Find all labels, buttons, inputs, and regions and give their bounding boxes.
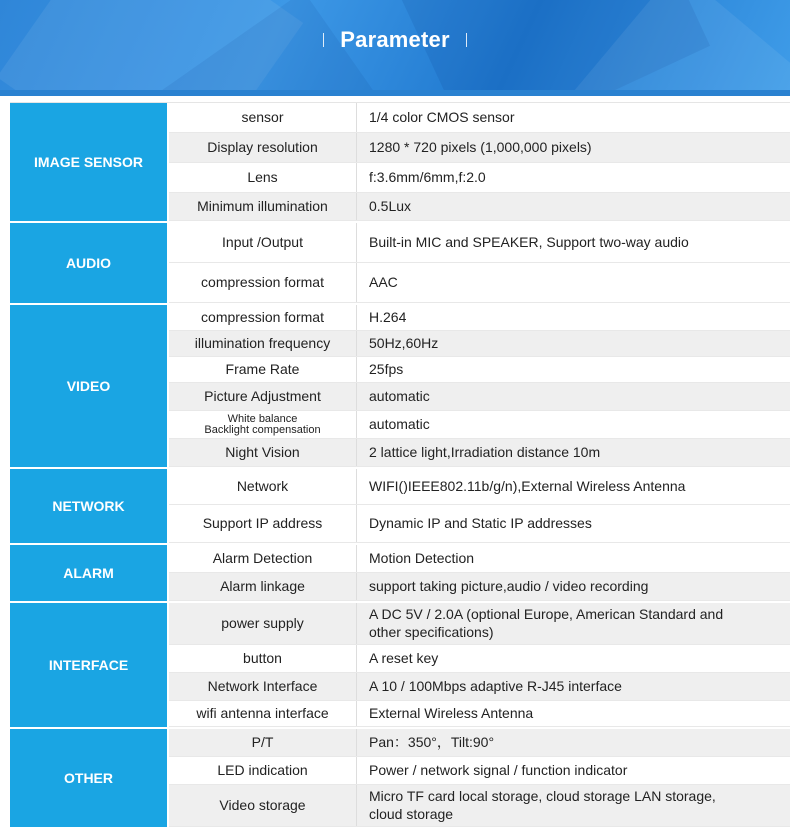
table-row xyxy=(169,785,790,827)
row-key: Alarm linkage xyxy=(169,573,357,600)
row-value: support taking picture,audio / video recording xyxy=(369,577,649,594)
table-row xyxy=(169,603,790,645)
row-key: Display resolution xyxy=(169,133,357,162)
group-rows xyxy=(169,103,790,221)
row-value: 0.5Lux xyxy=(369,197,412,214)
table-row xyxy=(169,263,790,303)
header-rule xyxy=(0,90,790,96)
group-rows xyxy=(169,223,790,303)
category-label: ALARM xyxy=(10,545,169,601)
row-value: Dynamic IP and Static IP addresses xyxy=(369,514,592,531)
category-label: INTERFACE xyxy=(10,603,169,727)
table-row xyxy=(169,357,790,383)
group-rows xyxy=(169,603,790,727)
table-row xyxy=(169,133,790,163)
row-key: Input /Output xyxy=(169,223,357,262)
table-row xyxy=(169,573,790,601)
table-row xyxy=(169,383,790,411)
category-label: AUDIO xyxy=(10,223,169,303)
row-key: button xyxy=(169,645,357,672)
table-row xyxy=(169,331,790,357)
title-wrap xyxy=(0,0,790,80)
table-row xyxy=(169,645,790,673)
table-row xyxy=(169,305,790,331)
group-network xyxy=(10,469,790,545)
row-value: Built-in MIC and SPEAKER, Support two-way audio xyxy=(369,233,689,250)
row-key: Video storage xyxy=(169,785,357,826)
table-row xyxy=(169,673,790,701)
row-value: A reset key xyxy=(369,649,439,666)
row-value: Micro TF card local storage, cloud storage LAN storage, cloud storage xyxy=(369,788,716,822)
table-row xyxy=(169,439,790,467)
parameter-table xyxy=(10,102,790,827)
group-rows xyxy=(169,305,790,467)
row-value: 25fps xyxy=(369,360,404,377)
row-value: f:3.6mm/6mm,f:2.0 xyxy=(369,168,486,185)
row-value: Power / network signal / function indicator xyxy=(369,761,628,778)
row-value: automatic xyxy=(369,415,430,432)
row-key-line: White balance xyxy=(227,412,298,425)
row-value: automatic xyxy=(369,387,430,404)
table-row xyxy=(169,545,790,573)
row-key: P/T xyxy=(169,729,357,756)
row-key: sensor xyxy=(169,103,357,132)
row-value: Motion Detection xyxy=(369,549,475,566)
row-key xyxy=(169,411,357,438)
header-banner xyxy=(0,0,790,90)
group-other xyxy=(10,729,790,827)
row-value: 50Hz,60Hz xyxy=(369,334,439,351)
group-interface xyxy=(10,603,790,729)
row-value: 1280 * 720 pixels (1,000,000 pixels) xyxy=(369,138,592,155)
row-key: Night Vision xyxy=(169,439,357,466)
row-value: AAC xyxy=(369,273,398,290)
group-image-sensor xyxy=(10,103,790,223)
row-value: H.264 xyxy=(369,308,407,325)
row-key: Support IP address xyxy=(169,505,357,542)
row-key: Frame Rate xyxy=(169,357,357,382)
row-value: 2 lattice light,Irradiation distance 10m xyxy=(369,443,601,460)
row-key: Lens xyxy=(169,163,357,192)
row-value: A 10 / 100Mbps adaptive R-J45 interface xyxy=(369,677,622,694)
row-key: Picture Adjustment xyxy=(169,383,357,410)
group-rows xyxy=(169,729,790,827)
row-key: Alarm Detection xyxy=(169,545,357,572)
row-key: illumination frequency xyxy=(169,331,357,356)
group-rows xyxy=(169,545,790,601)
table-row xyxy=(169,701,790,727)
table-row xyxy=(169,163,790,193)
table-row xyxy=(169,729,790,757)
title-divider-right xyxy=(466,33,467,47)
row-value: External Wireless Antenna xyxy=(369,704,534,721)
table-row xyxy=(169,103,790,133)
group-alarm xyxy=(10,545,790,603)
table-row xyxy=(169,411,790,439)
row-key: compression format xyxy=(169,305,357,330)
row-value: A DC 5V / 2.0A (optional Europe, American Standard and other specifications) xyxy=(369,606,724,640)
title-divider-left xyxy=(323,33,324,47)
category-label: NETWORK xyxy=(10,469,169,543)
row-value: 1/4 color CMOS sensor xyxy=(369,108,515,125)
row-value: Pan：350°，Tilt:90° xyxy=(369,733,495,750)
category-label: IMAGE SENSOR xyxy=(10,103,169,221)
row-key: Network xyxy=(169,469,357,504)
row-key-line: Backlight compensation xyxy=(204,423,321,436)
group-rows xyxy=(169,469,790,543)
row-key: Minimum illumination xyxy=(169,193,357,220)
row-key: wifi antenna interface xyxy=(169,701,357,726)
category-label: OTHER xyxy=(10,729,169,827)
table-row xyxy=(169,469,790,505)
group-audio xyxy=(10,223,790,305)
table-row xyxy=(169,223,790,263)
table-row xyxy=(169,757,790,785)
category-label: VIDEO xyxy=(10,305,169,467)
row-key: LED indication xyxy=(169,757,357,784)
page-title: Parameter xyxy=(340,27,450,52)
row-value: WIFI()IEEE802.11b/g/n),External Wireless Antenna xyxy=(369,477,686,494)
table-row xyxy=(169,505,790,543)
table-row xyxy=(169,193,790,221)
row-key: compression format xyxy=(169,263,357,302)
group-video xyxy=(10,305,790,469)
row-key: power supply xyxy=(169,603,357,644)
row-key: Network Interface xyxy=(169,673,357,700)
